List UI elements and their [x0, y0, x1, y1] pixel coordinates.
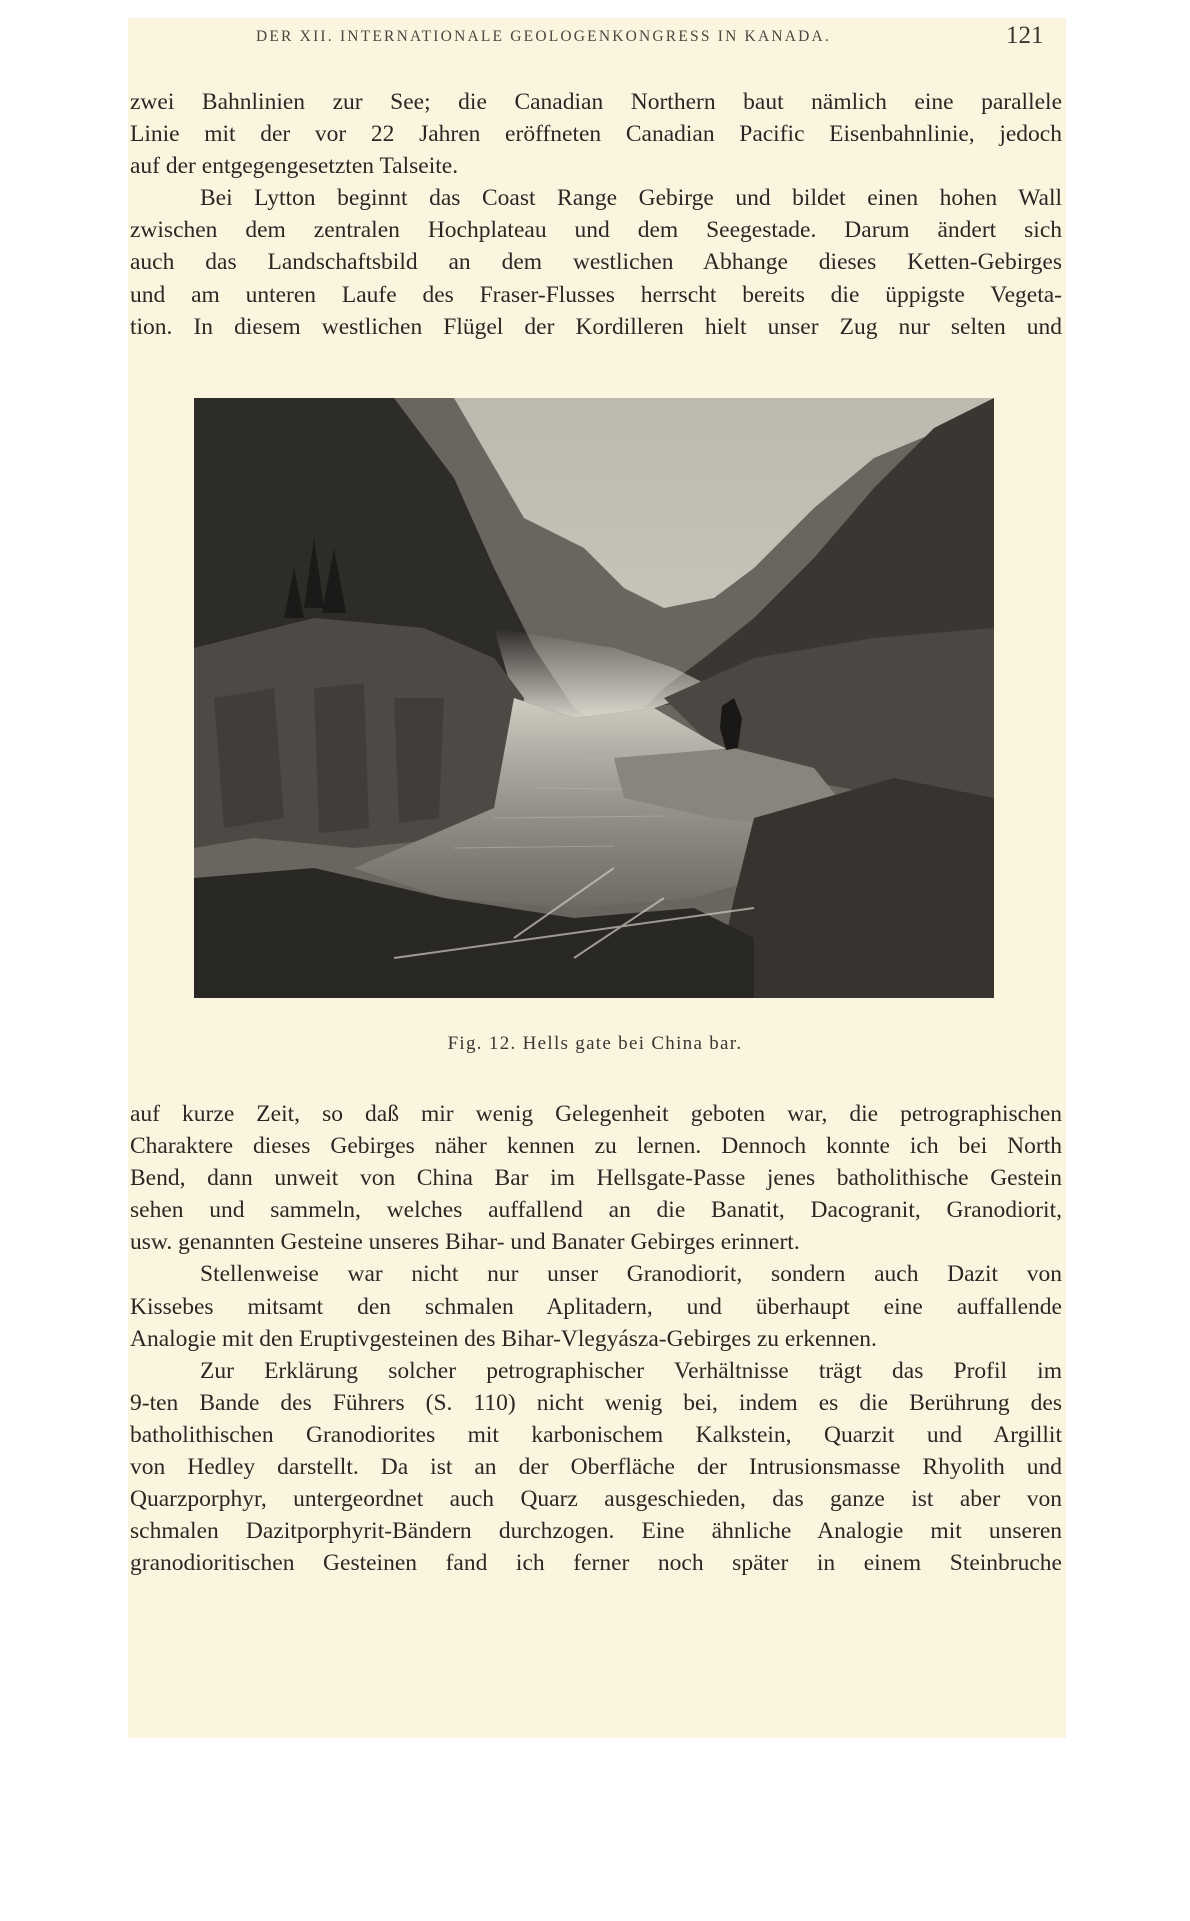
- text-line: zwei Bahnlinien zur See; die Canadian Northern baut nämlich eine parallele: [130, 89, 1062, 115]
- figure-photograph: [194, 398, 994, 998]
- text-line: Charaktere dieses Gebirges näher kennen zu lernen. Dennoch konnte ich bei North: [130, 1133, 1062, 1160]
- river-canyon-photograph: [194, 398, 994, 998]
- text-line: Kissebes mitsamt den schmalen Aplitadern, und überhaupt eine auffallende: [130, 1293, 1062, 1320]
- text-line: Bei Lytton beginnt das Coast Range Gebirge und bildet einen hohen Wall: [200, 185, 1062, 212]
- text-line: und am unteren Laufe des Fraser-Flusses herrscht bereits die üppigste Vegeta-: [130, 281, 1062, 308]
- page-number: 121: [1006, 22, 1044, 49]
- text-line: zwischen dem zentralen Hochplateau und dem Seegestade. Darum ändert sich: [130, 217, 1062, 244]
- text-line: Analogie mit den Eruptivgesteinen des Bihar-Vlegyásza-Gebirges zu erkennen.: [130, 1325, 877, 1352]
- text-line: Stellenweise war nicht nur unser Granodiorit, sondern auch Dazit von: [200, 1261, 1062, 1288]
- text-line: batholithischen Granodiorites mit karbonischem Kalkstein, Quarzit und Argillit: [130, 1421, 1062, 1448]
- text-line: auf der entgegengesetzten Talseite.: [130, 153, 459, 180]
- cliff-striations: [214, 683, 444, 833]
- running-title: DER XII. INTERNATIONALE GEOLOGENKONGRESS IN KANADA.: [256, 28, 831, 45]
- text-line: schmalen Dazitporphyrit-Bändern durchzogen. Eine ähnliche Analogie mit unseren: [130, 1518, 1062, 1545]
- text-line: Zur Erklärung solcher petrographischer Verhältnisse trägt das Profil im: [200, 1357, 1062, 1384]
- text-line: auf kurze Zeit, so daß mir wenig Gelegenheit geboten war, die petrographischen: [130, 1101, 1062, 1127]
- text-line: Quarzporphyr, untergeordnet auch Quarz ausgeschieden, das ganze ist aber von: [130, 1486, 1062, 1513]
- text-line: sehen und sammeln, welches auffallend an die Banatit, Dacogranit, Granodiorit,: [130, 1197, 1062, 1224]
- body-text-top: [130, 86, 1062, 343]
- figure-caption: Fig. 12. Hells gate bei China bar.: [447, 1033, 743, 1054]
- text-line: von Hedley darstellt. Da ist an der Oberfläche der Intrusionsmasse Rhyolith und: [130, 1454, 1062, 1481]
- text-line: Linie mit der vor 22 Jahren eröffneten Canadian Pacific Eisenbahnlinie, jedoch: [130, 121, 1062, 148]
- text-line: granodioritischen Gesteinen fand ich ferner noch später in einem Steinbruche: [130, 1550, 1062, 1577]
- text-line: Bend, dann unweit von China Bar im Hellsgate-Passe jenes batholithische Gestein: [130, 1165, 1062, 1192]
- body-text-bottom: [130, 1098, 1062, 1579]
- text-line: tion. In diesem westlichen Flügel der Kordilleren hielt unser Zug nur selten und: [130, 313, 1062, 340]
- text-line: 9-ten Bande des Führers (S. 110) nicht wenig bei, indem es die Berührung des: [130, 1389, 1062, 1416]
- text-line: auch das Landschaftsbild an dem westlichen Abhange dieses Ketten-Gebirges: [130, 249, 1062, 276]
- text-line: usw. genannten Gesteine unseres Bihar- und Banater Gebirges erinnert.: [130, 1229, 800, 1256]
